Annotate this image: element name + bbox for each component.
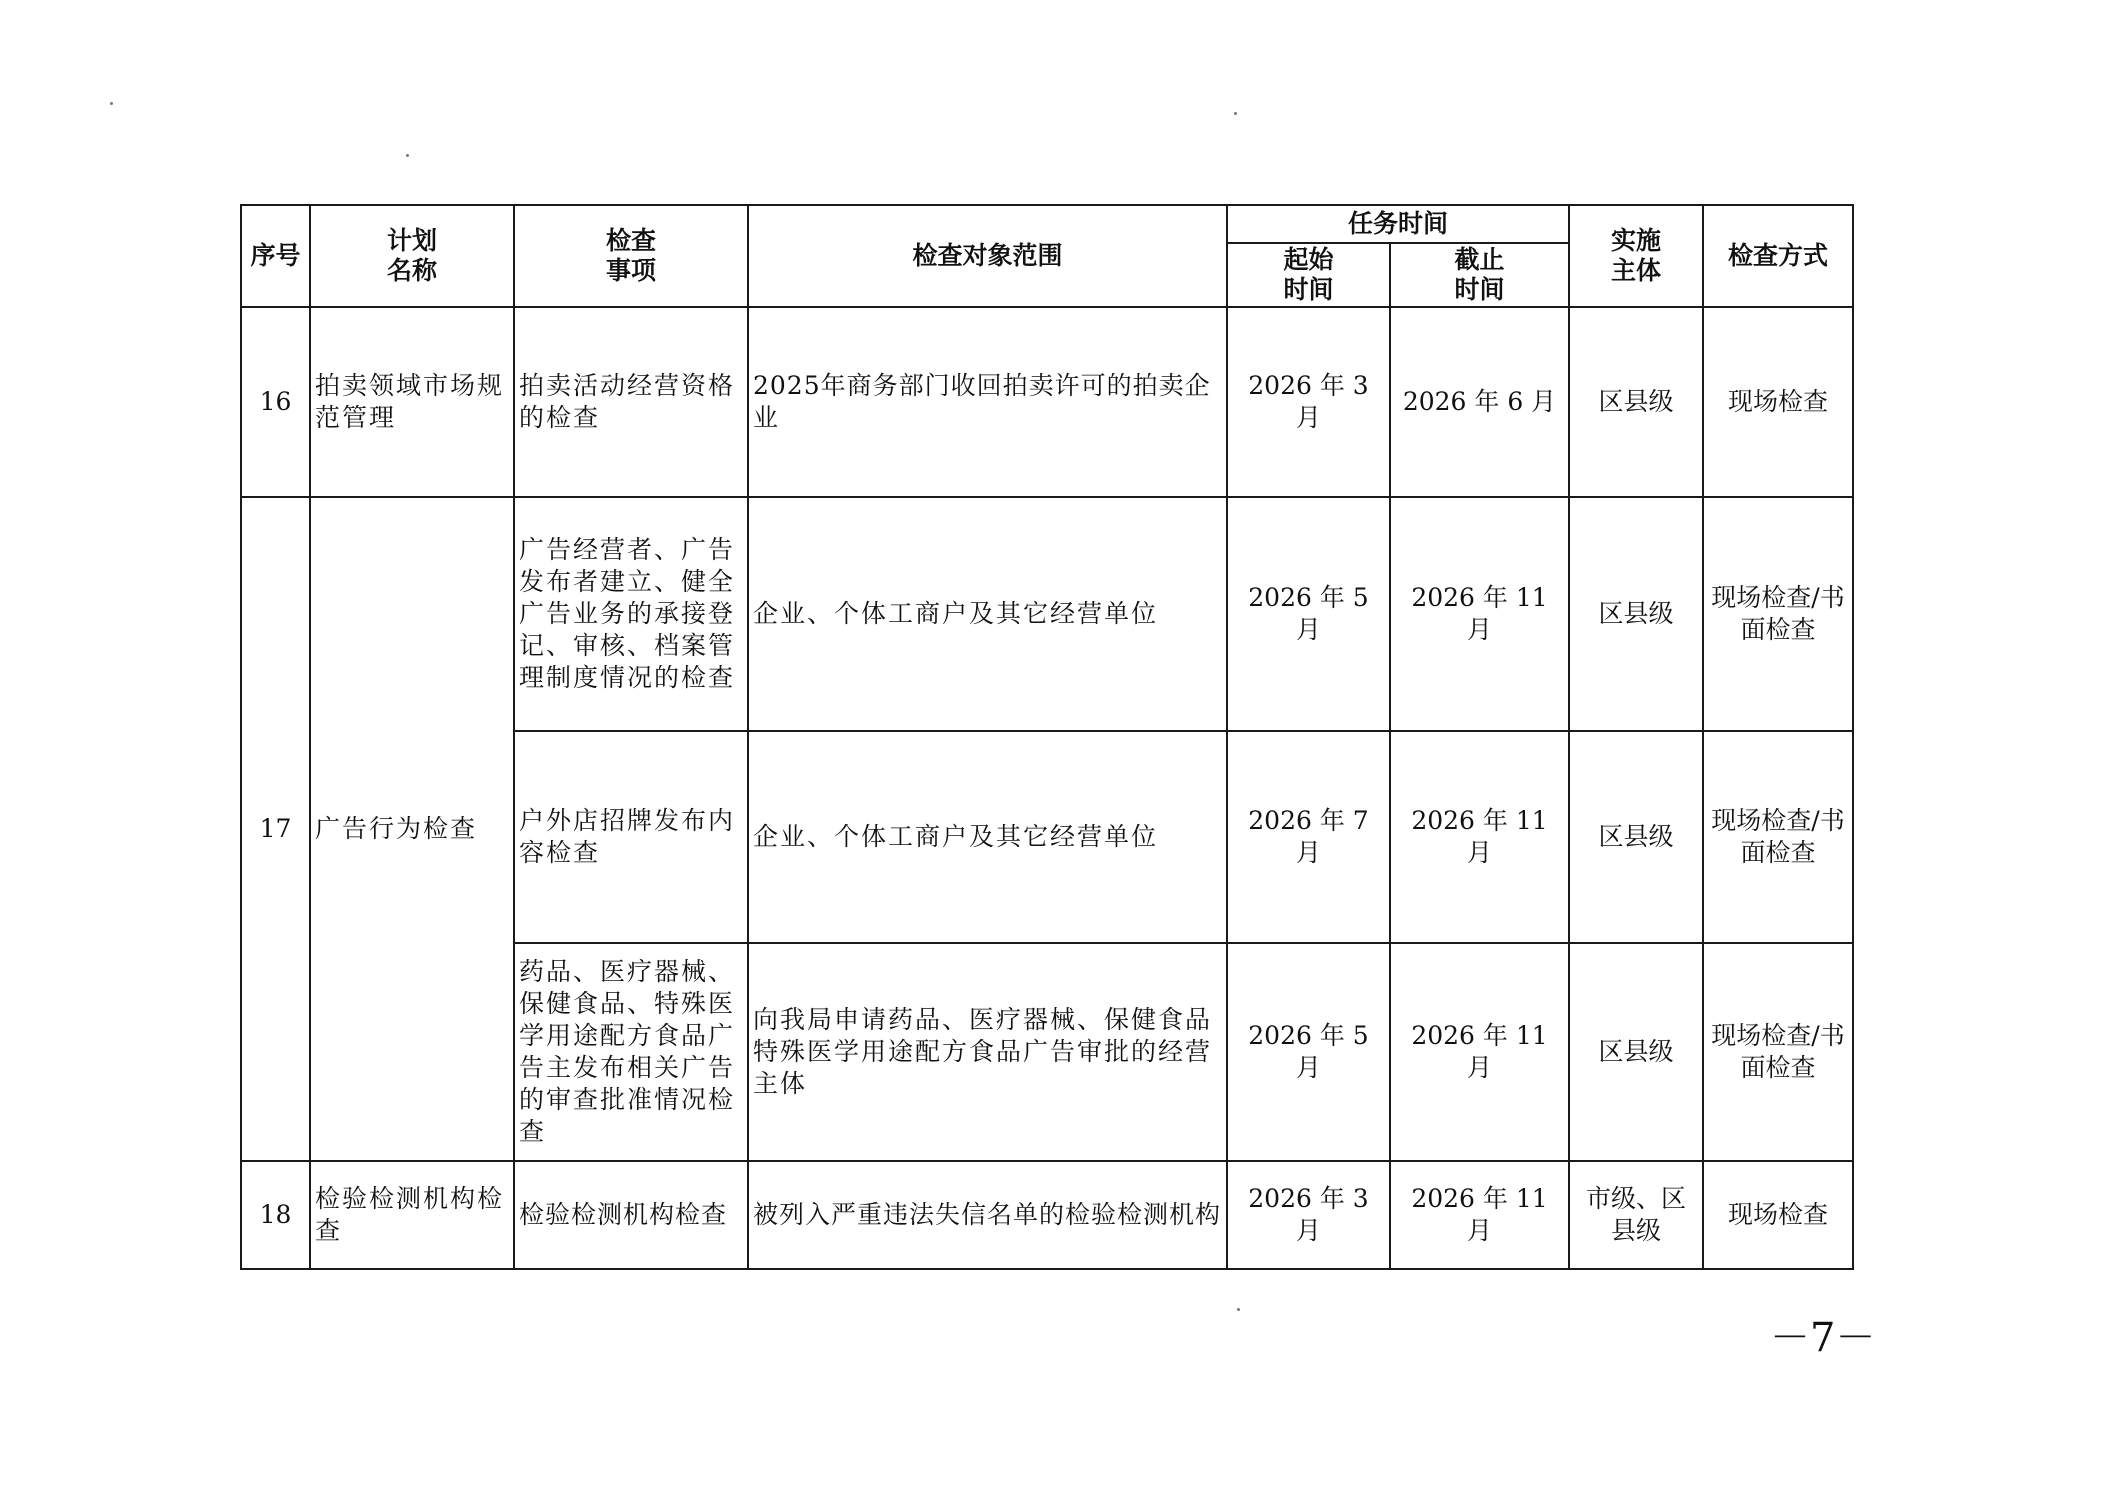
table-row — [241, 307, 1853, 497]
start-time-cell: 2026 年 3 月 — [1227, 307, 1390, 497]
end-time-cell: 2026 年 11 月 — [1390, 1161, 1569, 1269]
method-cell: 现场检查 — [1703, 307, 1853, 497]
table-row — [241, 497, 1853, 731]
method-cell: 现场检查 — [1703, 1161, 1853, 1269]
method-cell: 现场检查/书面检查 — [1703, 731, 1853, 943]
header-task-time: 任务时间 — [1227, 205, 1569, 243]
implementer-cell: 区县级 — [1569, 731, 1703, 943]
start-time-cell: 2026 年 7 月 — [1227, 731, 1390, 943]
header-check-item: 检查 事项 — [514, 205, 748, 307]
scope-cell: 向我局申请药品、医疗器械、保健食品特殊医学用途配方食品广告审批的经营主体 — [748, 943, 1227, 1161]
check-item-cell: 检验检测机构检查 — [514, 1161, 748, 1269]
implementer-cell: 区县级 — [1569, 943, 1703, 1161]
header-start-time: 起始 时间 — [1227, 243, 1390, 307]
inspection-plan-table — [240, 204, 1854, 1270]
check-item-cell: 拍卖活动经营资格的检查 — [514, 307, 748, 497]
header-end-time: 截止 时间 — [1390, 243, 1569, 307]
end-time-cell: 2026 年 6 月 — [1390, 307, 1569, 497]
header-plan-name: 计划 名称 — [310, 205, 514, 307]
check-item-cell: 广告经营者、广告发布者建立、健全广告业务的承接登记、审核、档案管理制度情况的检查 — [514, 497, 748, 731]
row-no: 16 — [241, 307, 310, 497]
row-no: 17 — [241, 497, 310, 1161]
scope-cell: 被列入严重违法失信名单的检验检测机构 — [748, 1161, 1227, 1269]
implementer-cell: 区县级 — [1569, 497, 1703, 731]
end-time-cell: 2026 年 11 月 — [1390, 943, 1569, 1161]
start-time-cell: 2026 年 3 月 — [1227, 1161, 1390, 1269]
header-method: 检查方式 — [1703, 205, 1853, 307]
check-item-cell: 户外店招牌发布内容检查 — [514, 731, 748, 943]
start-time-cell: 2026 年 5 月 — [1227, 943, 1390, 1161]
scope-cell: 企业、个体工商户及其它经营单位 — [748, 497, 1227, 731]
implementer-cell: 市级、区县级 — [1569, 1161, 1703, 1269]
start-time-cell: 2026 年 5 月 — [1227, 497, 1390, 731]
header-scope: 检查对象范围 — [748, 205, 1227, 307]
scan-speck — [1234, 112, 1237, 115]
scope-cell: 2025年商务部门收回拍卖许可的拍卖企业 — [748, 307, 1227, 497]
end-time-cell: 2026 年 11 月 — [1390, 731, 1569, 943]
scope-cell: 企业、个体工商户及其它经营单位 — [748, 731, 1227, 943]
check-item-cell: 药品、医疗器械、保健食品、特殊医学用途配方食品广告主发布相关广告的审查批准情况检查 — [514, 943, 748, 1161]
method-cell: 现场检查/书面检查 — [1703, 943, 1853, 1161]
method-cell: 现场检查/书面检查 — [1703, 497, 1853, 731]
implementer-cell: 区县级 — [1569, 307, 1703, 497]
page-number: －7－ — [1770, 1315, 1876, 1361]
scan-speck — [1237, 1308, 1240, 1311]
row-no: 18 — [241, 1161, 310, 1269]
scan-speck — [110, 102, 113, 105]
header-implementer: 实施 主体 — [1569, 205, 1703, 307]
table-row — [241, 1161, 1853, 1269]
plan-name-cell: 广告行为检查 — [310, 497, 514, 1161]
scan-speck — [406, 154, 409, 157]
plan-name-cell: 检验检测机构检查 — [310, 1161, 514, 1269]
header-no: 序号 — [241, 205, 310, 307]
end-time-cell: 2026 年 11 月 — [1390, 497, 1569, 731]
plan-name-cell: 拍卖领域市场规范管理 — [310, 307, 514, 497]
